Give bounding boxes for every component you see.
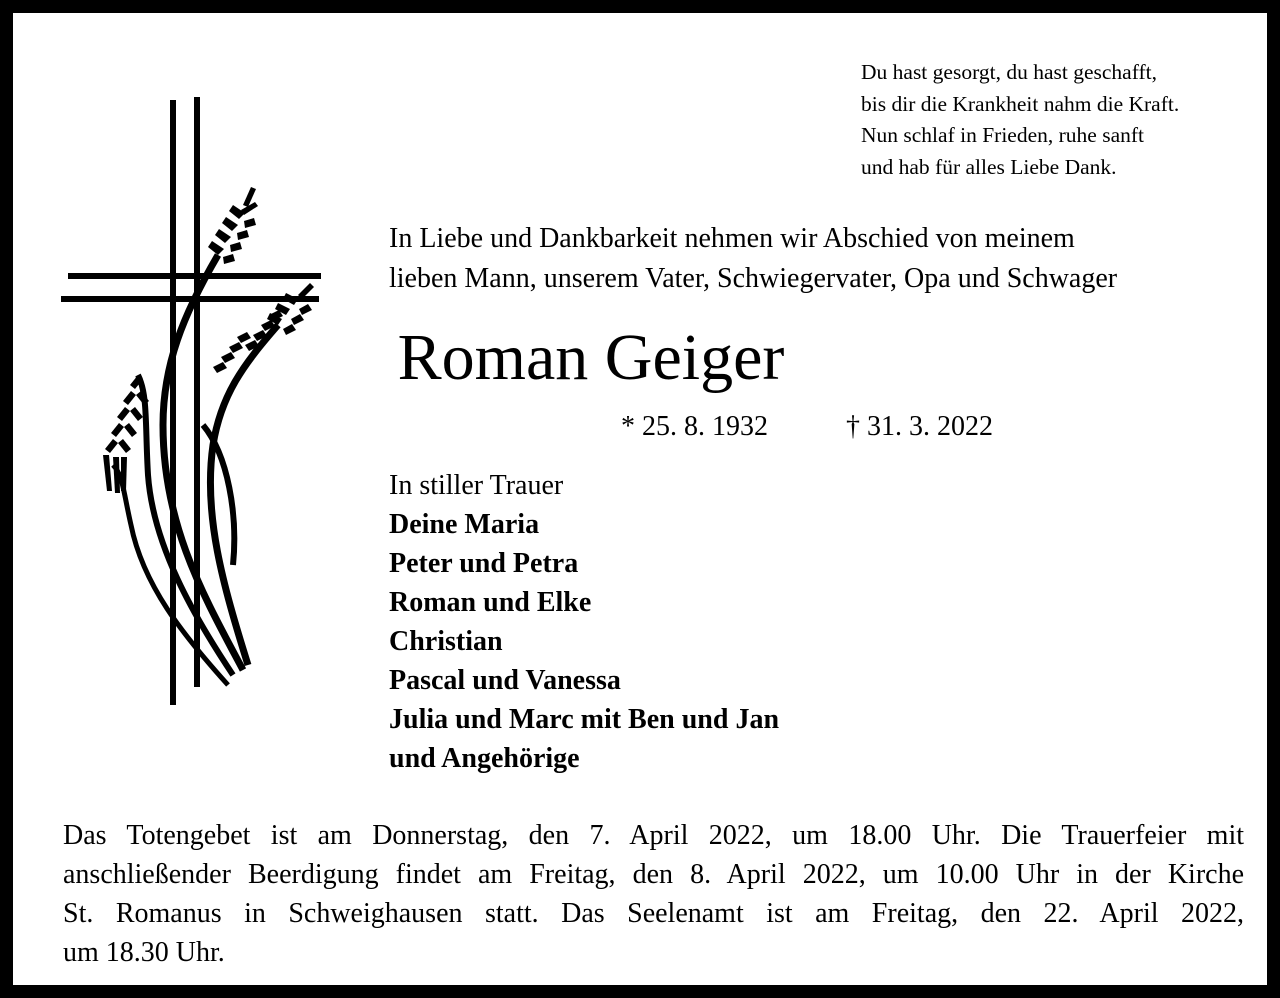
mourner-name: Peter und Petra <box>389 548 579 579</box>
notice-line: St. Romanus in Schweighausen statt. Das Seelenamt ist am Freitag, den 22. April 2022, <box>63 898 1244 929</box>
poem-line: bis dir die Krankheit nahm die Kraft. <box>861 91 1180 116</box>
intro-line: In Liebe und Dankbarkeit nehmen wir Abschied von meinem <box>389 223 1075 254</box>
deceased-name-text: Roman Geiger <box>397 321 785 394</box>
memorial-poem <box>861 57 1179 183</box>
funeral-notice <box>63 816 1244 972</box>
mourner-name: Julia und Marc mit Ben und Jan <box>389 704 780 735</box>
mourner-name: und Angehörige <box>389 743 580 774</box>
poem-line: Du hast gesorgt, du hast geschafft, <box>861 60 1157 84</box>
mourners-heading: In stiller Trauer <box>389 470 564 501</box>
mourner-name: Pascal und Vanessa <box>389 665 621 696</box>
mourner-name: Deine Maria <box>389 509 540 540</box>
notice-line: um 18.30 Uhr. <box>63 937 225 968</box>
notice-line: Das Totengebet ist am Donnerstag, den 7. April 2022, um 18.00 Uhr. Die Trauerfeier mit <box>63 820 1244 851</box>
death-date: † 31. 3. 2022 <box>846 411 993 442</box>
mourners-block <box>389 466 779 778</box>
birth-date: * 25. 8. 1932 <box>621 411 768 442</box>
cross-with-wheat-icon <box>53 95 333 710</box>
notice-line: anschließender Beerdigung findet am Freitag, den 8. April 2022, um 10.00 Uhr in der Kirche <box>63 859 1244 890</box>
deceased-name <box>389 318 1249 398</box>
mourner-name: Christian <box>389 626 503 657</box>
intro-line: lieben Mann, unserem Vater, Schwiegervater, Opa und Schwager <box>389 263 1118 294</box>
mourner-name: Roman und Elke <box>389 587 592 618</box>
intro-text <box>389 219 1117 299</box>
poem-line: Nun schlaf in Frieden, ruhe sanft <box>861 123 1145 147</box>
poem-line: und hab für alles Liebe Dank. <box>861 154 1117 179</box>
